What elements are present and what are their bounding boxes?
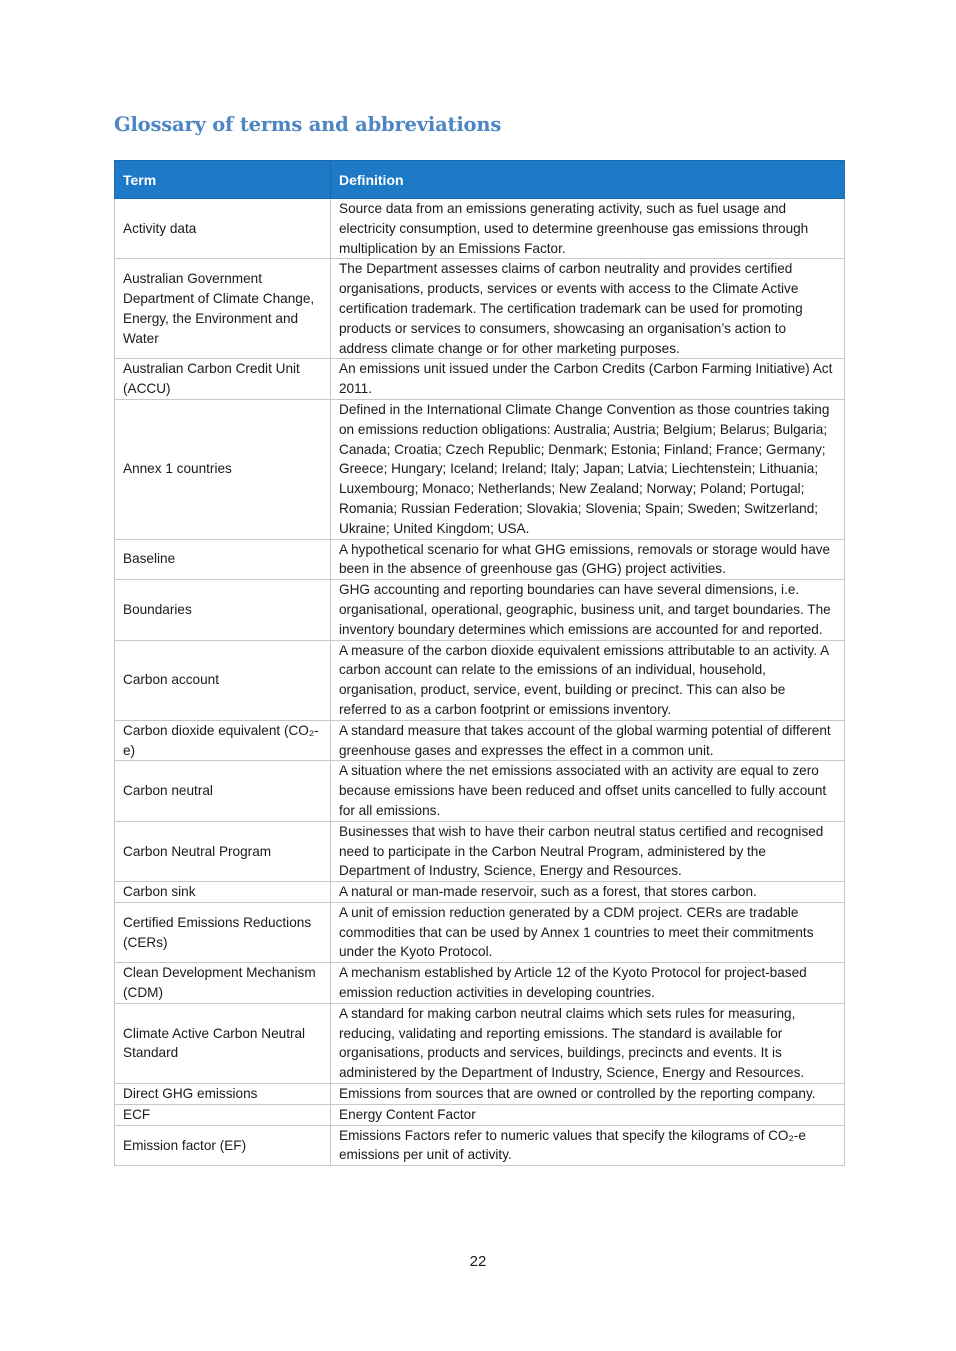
table-row — [115, 199, 845, 259]
table-row — [115, 580, 845, 640]
term-cell: Emission factor (EF) — [115, 1125, 331, 1166]
term-cell: Clean Development Mechanism (CDM) — [115, 963, 331, 1004]
term-cell: Carbon Neutral Program — [115, 821, 331, 881]
term-cell: Boundaries — [115, 580, 331, 640]
table-row — [115, 1104, 845, 1125]
definition-cell: Businesses that wish to have their carbon neutral status certified and recognised need to participate in the Carbon Neutral Program, administered by the Department of Industry, Science, Energy and Resources. — [331, 821, 845, 881]
definition-cell: Source data from an emissions generating activity, such as fuel usage and electricity consumption, used to determine greenhouse gas emissions through multiplication by an Emissions Factor. — [331, 199, 845, 259]
definition-cell: A standard measure that takes account of the global warming potential of different greenhouse gases and expresses the effect in a common unit. — [331, 720, 845, 761]
glossary-table — [114, 160, 845, 1166]
table-header-row — [115, 161, 845, 199]
table-row — [115, 539, 845, 580]
term-cell: Annex 1 countries — [115, 399, 331, 539]
table-row — [115, 1003, 845, 1083]
page-title: Glossary of terms and abbreviations — [114, 113, 502, 136]
table-row — [115, 359, 845, 400]
term-cell: Baseline — [115, 539, 331, 580]
definition-cell: Emissions from sources that are owned or controlled by the reporting company. — [331, 1084, 845, 1105]
definition-cell: Defined in the International Climate Change Convention as those countries taking on emissions reduction obligations: Australia; Austria; Belgium; Belarus; Bulgaria; Canada; Croatia; Czech Republic; Denmark; Estonia; Finland; France; Germany; Greece; Hungary; Iceland; Ireland; Italy; Japan; Latvia; Liechtenstein; Lithuania; Luxembourg; Monaco; Netherlands; New Zealand; Norway; Poland; Portugal; Romania; Russian Federation; Slovakia; Slovenia; Spain; Sweden; Switzerland; Ukraine; United Kingdom; USA. — [331, 399, 845, 539]
table-row — [115, 761, 845, 821]
table-row — [115, 1125, 845, 1166]
term-cell: Australian Carbon Credit Unit (ACCU) — [115, 359, 331, 400]
table-row — [115, 963, 845, 1004]
definition-cell: A natural or man-made reservoir, such as a forest, that stores carbon. — [331, 882, 845, 903]
definition-cell: A standard for making carbon neutral claims which sets rules for measuring, reducing, validating and reporting emissions. The standard is available for organisations, products and services, buildings, precincts and events. It is administered by the Department of Industry, Science, Energy and Resources. — [331, 1003, 845, 1083]
definition-cell: A situation where the net emissions associated with an activity are equal to zero because emissions have been reduced and offset units cancelled to fully account for all emissions. — [331, 761, 845, 821]
definition-cell: A mechanism established by Article 12 of the Kyoto Protocol for project-based emission reduction activities in developing countries. — [331, 963, 845, 1004]
definition-cell: A unit of emission reduction generated by a CDM project. CERs are tradable commodities that can be used by Annex 1 countries to meet their commitments under the Kyoto Protocol. — [331, 902, 845, 962]
definition-cell: GHG accounting and reporting boundaries can have several dimensions, i.e. organisational, operational, geographic, business unit, and target boundaries. The inventory boundary determines which emissions are accounted for and reported. — [331, 580, 845, 640]
header-definition: Definition — [331, 161, 845, 199]
term-cell: Carbon sink — [115, 882, 331, 903]
table-row — [115, 259, 845, 359]
table-row — [115, 720, 845, 761]
term-cell: Carbon dioxide equivalent (CO₂-e) — [115, 720, 331, 761]
term-cell: Certified Emissions Reductions (CERs) — [115, 902, 331, 962]
term-cell: Australian Government Department of Climate Change, Energy, the Environment and Water — [115, 259, 331, 359]
table-row — [115, 399, 845, 539]
table-row — [115, 640, 845, 720]
page-number: 22 — [469, 1253, 487, 1270]
term-cell: Climate Active Carbon Neutral Standard — [115, 1003, 331, 1083]
header-term: Term — [115, 161, 331, 199]
term-cell: Activity data — [115, 199, 331, 259]
table-row — [115, 1084, 845, 1105]
table-row — [115, 882, 845, 903]
term-cell: ECF — [115, 1104, 331, 1125]
definition-cell: A hypothetical scenario for what GHG emissions, removals or storage would have been in the absence of greenhouse gas (GHG) project activities. — [331, 539, 845, 580]
term-cell: Carbon neutral — [115, 761, 331, 821]
term-cell: Carbon account — [115, 640, 331, 720]
table-row — [115, 902, 845, 962]
definition-cell: Emissions Factors refer to numeric values that specify the kilograms of CO₂-e emissions per unit of activity. — [331, 1125, 845, 1166]
definition-cell: A measure of the carbon dioxide equivalent emissions attributable to an activity. A carbon account can relate to the emissions of an individual, household, organisation, product, service, event, building or precinct. This can also be referred to as a carbon footprint or emissions inventory. — [331, 640, 845, 720]
definition-cell: Energy Content Factor — [331, 1104, 845, 1125]
definition-cell: The Department assesses claims of carbon neutrality and provides certified organisations, products, services or events with access to the Climate Active certification trademark. The certification trademark can be used for promoting products or services to consumers, showcasing an organisation’s action to address climate change or for other marketing purposes. — [331, 259, 845, 359]
definition-cell: An emissions unit issued under the Carbon Credits (Carbon Farming Initiative) Act 2011. — [331, 359, 845, 400]
table-row — [115, 821, 845, 881]
term-cell: Direct GHG emissions — [115, 1084, 331, 1105]
